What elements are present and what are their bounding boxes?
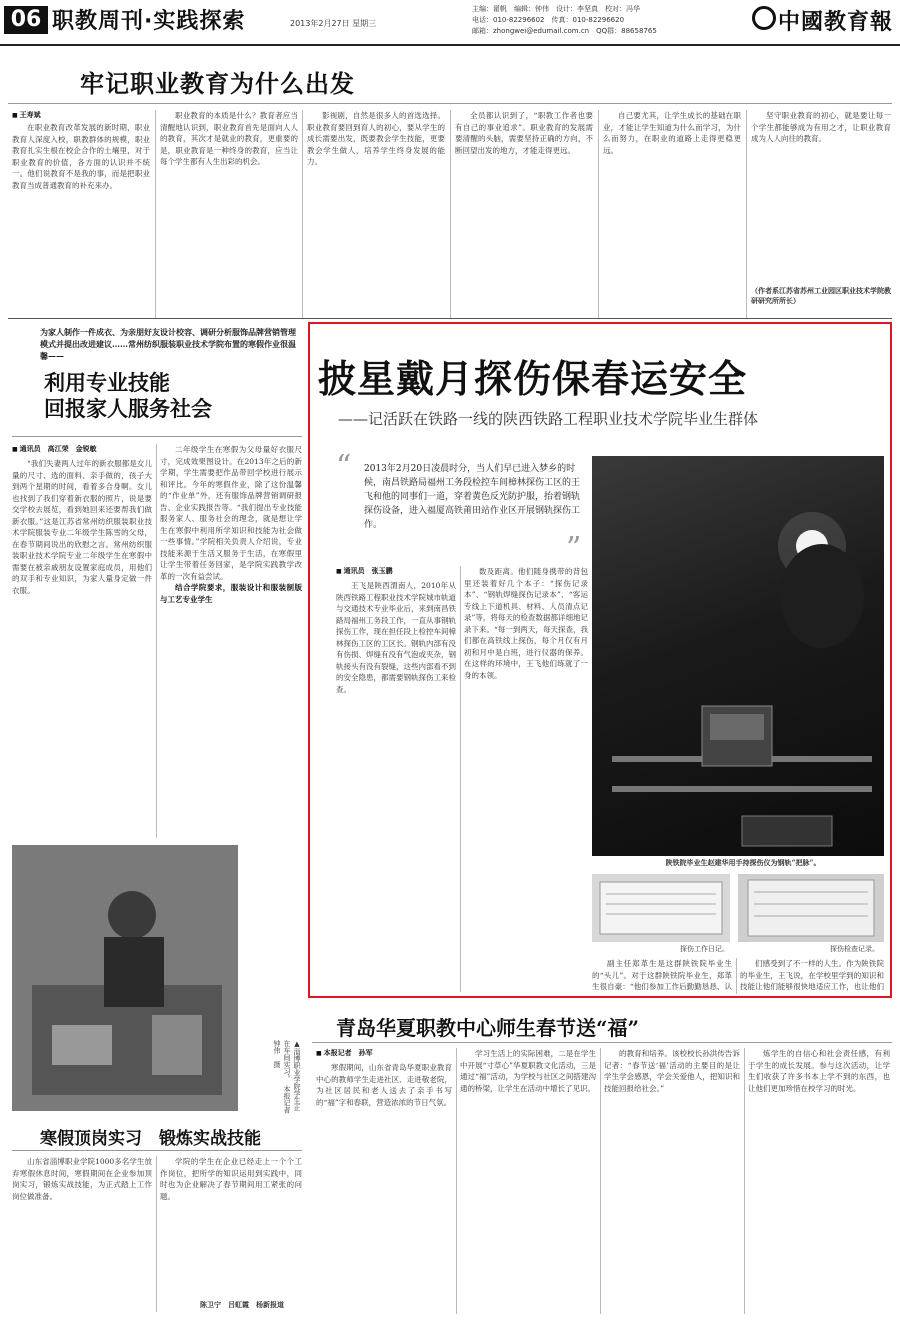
bottom-article-column: 的教育和培养。该校校长孙洪传告诉记者：“春节送‘福’活动的主要目的是让学生学会感恩，学会关爱他人，把知识和技能回报给社会。” — [604, 1049, 740, 1093]
column-rule — [302, 110, 303, 318]
top-article-title: 牢记职业教育为什么出发 — [80, 69, 355, 98]
top-article-column: 在职业教育改革发展的新时期，职业教育人深度入校，职教群体的规模，职业教育扎实生根在校企合作的土壤里，对于职业教育的价值，各方面的认识并不统一。他们说教育不是我的事，而是把职业教育当成普通教育的补充来办。 — [12, 123, 150, 190]
log-caption-2: 探伤检查记录。 — [830, 945, 879, 953]
feature-column: 们感受到了不一样的人生。作为陕铁院的毕业生，王飞说，在学校里学到的知识和技能让他们能够很快地适应工作，也让他们 — [740, 959, 884, 991]
left-article-byline: ■ 通讯员 高江荣 金锐敏 — [12, 444, 97, 454]
bottom-left-credit: 陈卫宁 吕虹霞 杨新报道 — [200, 1300, 284, 1309]
photo-caption: ▲淄博职业学院学生正在车间实习。 本报记者 钟伟 摄 — [273, 1040, 301, 1121]
column-rule — [598, 110, 599, 318]
bottom-article-title: 青岛华夏职教中心师生春节送“福” — [336, 1016, 640, 1040]
left-article-column: 二年级学生在寒假为父母量好衣服尺寸，完成效果图设计。在2013年之后的新学期，学生需要把作品带回学校进行展示和评比。今年的寒假作业，除了这份温馨的“作业单”外，还有服饰品牌营销调研报告、企业实践报告等。“我们提出专业技能服务家人、服务社会的理念，就是想让学生在寒假中利用所学知识和技能为社会做一些事情。”学院相关负责人介绍说，专业技能来源于生活又服务于生活，在寒假里让学生带着任务回家，是学院实践教学改革的一次有益尝试。 结合学院要求，服装设计和服装制版与工艺专业学生 — [160, 445, 302, 604]
left-article-column: “我们失妻两人过年的新衣服都是女儿量的尺寸、选的面料、亲手做的，孩子大到两个星期的时间，看着多合身啊。女儿也找到了我们穿着新衣服的照片，说是要交学校去展览，看到她回来还要帮我们做新衣服。”这是江苏省常州纺织服装职业技术学院服装专业二年级学生陈雪的父母，在春节期间说出的欣慰之言。常州纺织服装职业技术学院专业二年级学生在寒假中需要在被亲戚朋友设置家庭成员，用他们的双手和专业知识，为家人量身定做一件衣服。 — [12, 459, 152, 595]
quote-close-icon: ” — [566, 531, 582, 566]
page-number: 06 — [4, 6, 48, 34]
top-article-column: 自己要尤其，让学生成长的基础在职业，才能让学生知道为什么而学习，为什么而努力，在职业的道路上走得更稳更远。 — [603, 111, 741, 155]
bottom-article-byline: ■ 本报记者 孙军 — [316, 1048, 373, 1058]
top-article-column: 影视剧，自然是很多人的首选选择。职业教育要回到育人的初心，要从学生的成长需要出发，既要教会学生技能，更要教会学生做人，培养学生终身发展的能力。 — [307, 111, 445, 166]
left-article-title-line1: 利用专业技能 — [44, 370, 170, 395]
log-caption-1: 探伤工作日记。 — [680, 945, 729, 953]
bottom-article-column: 寒假期间，山东省青岛华夏职业教育中心的教师学生走进社区、走进敬老院，为社区居民和老人送去了亲手书写的“福”字和春联，营造浓浓的节日气氛。 — [316, 1063, 452, 1107]
top-article-byline: ■ 王寿斌 — [12, 110, 41, 120]
column-rule — [744, 1048, 745, 1314]
feature-column: 王飞是陕西渭南人，2010年从陕西铁路工程职业技术学院城市轨道与交通技术专业毕业后，来到南昌铁路局福州工务段工作，一直从事钢轨探伤工作，现在担任段上检控车间樟林探伤工区的工区长。钢轨内部有没有伤损、焊缝有没有气泡或夹杂，钢轨接头有没有裂缝，这些内部看不到的安全隐患，都需要钢轨探伤工来检查。 — [336, 581, 456, 694]
bottom-left-column: 山东省淄博职业学院1000多名学生放弃寒假休息时间，寒假期间在企业参加顶岗实习，锻炼实战技能，为正式踏上工作岗位做准备。 — [12, 1157, 152, 1201]
feature-subtitle: ——记活跃在铁路一线的陕西铁路工程职业技术学院毕业生群体 — [338, 410, 759, 428]
column-rule — [156, 1156, 157, 1312]
newspaper-logo: 中國教育報 — [778, 9, 894, 35]
track-inspection-image-icon — [592, 456, 884, 856]
divider — [8, 103, 892, 104]
contact-line: 电话：010-82296602 传真：010-82296620 — [472, 16, 625, 24]
newspaper-logo-icon — [752, 6, 776, 30]
feature-photo-caption: 陕铁院毕业生赵建华用手持探伤仪为钢轨“把脉”。 — [665, 858, 821, 867]
column-title: 职教周刊·实践探索 — [52, 9, 246, 34]
top-article-column: 全员都认识到了，“职教工作者也要有自己的事业追求”。职业教育的发展需要清醒的头脑，需要坚持正确的方向，不断回望出发的地方，才能走得更远。 — [455, 111, 593, 155]
left-article-kicker: 为家人制作一件成衣、为亲朋好友设计校容、调研分析服饰品牌营销管理模式并提出改进建议……常州纺织服装职业技术学院布置的寒假作业很温馨—— — [40, 327, 296, 361]
bottom-article-column: 炼学生的自信心和社会责任感，有利于学生的成长发展。参与这次活动，让学生们收获了许多书本上学不到的东西，也让他们更加珍惜在校学习的时光。 — [748, 1049, 890, 1093]
column-rule — [746, 110, 747, 318]
internship-photo — [12, 845, 238, 1111]
bottom-left-title: 寒假顶岗实习 锻炼实战技能 — [40, 1129, 261, 1149]
feature-intro: 2013年2月20日凌晨时分，当人们早已进入梦乡的时候，南昌铁路局福州工务段检控车间樟林探伤工区的王飞和他的同事们一道，穿着黄色反光防护服，抬着钢轨探伤设备，进入福厦高铁莆田站作业区开展钢轨探伤工作。 — [364, 464, 581, 530]
top-article-column: 坚守职业教育的初心，就是要让每一个学生都能够成为有用之才，让职业教育成为人人向往的教育。 — [751, 111, 891, 143]
top-article-column: 职业教育的本质是什么？教育者应当清醒地认识到，职业教育首先是面向人人的教育，其次才是就业的教育，更重要的是，职业教育是一种终身的教育，应当让每个学生都有人生出彩的机会。 — [160, 111, 298, 166]
divider — [12, 1150, 302, 1151]
feature-photo — [592, 456, 884, 856]
editors-line: 主编：翟帆 编辑：钟伟 设计：李坚真 校对：冯华 — [472, 5, 640, 13]
feature-column: 数及距离。他们随身携带的背包里还装着好几个本子：“探伤记录本”、“钢轨焊缝探伤记录本”、“客运专线上下道机具、材料、人员清点记录”等，将每天的检查数据都详细地记录下来。“每一到两天，每天探查，我们都在高铁线上探伤，每个月仅有月初和月中是白班，进行仪器的保养。在这样的环境中，王飞他们练就了一身的本领。 — [464, 567, 588, 680]
top-article-credit: （作者系江苏省苏州工业园区职业技术学院教研研究所所长） — [751, 286, 891, 305]
column-rule — [460, 566, 461, 992]
feature-title: 披星戴月探伤保春运安全 — [318, 357, 748, 401]
bottom-article-column: 学习生活上的实际困难，二是在学生中开展“寸草心”华夏职教文化活动，三是通过“福”活动，为学校与社区之间搭建沟通的桥梁，让学生在活动中增长了见识。 — [460, 1049, 596, 1093]
feature-column: 副主任郑革生是这群陕铁院毕业生的“头儿”。对于这群陕铁院毕业生，郑革生很自豪：“他们参加工作后勤勤恳恳、认 — [592, 959, 732, 991]
column-rule — [156, 444, 157, 838]
column-rule — [155, 110, 156, 318]
divider — [312, 1042, 892, 1043]
quote-icon: “ — [336, 449, 352, 484]
email-line: 邮箱：zhongwei@edumail.com.cn QQ群：88658765 — [472, 27, 657, 35]
editors-info — [472, 4, 657, 37]
column-rule — [450, 110, 451, 318]
notebook-image-icon — [738, 874, 884, 942]
dateline: 2013年2月27日 星期三 — [290, 19, 377, 28]
workshop-image-icon — [12, 845, 238, 1111]
left-article-title-line2: 回报家人服务社会 — [44, 396, 212, 421]
divider — [8, 318, 892, 319]
feature-byline: ■ 通讯员 张玉鹏 — [336, 566, 393, 576]
column-rule — [736, 958, 737, 994]
notebook-image-icon — [592, 874, 730, 942]
log-photo-2 — [738, 874, 884, 942]
divider — [12, 436, 302, 437]
log-photo-1 — [592, 874, 730, 942]
bottom-left-column: 学院的学生在企业已经走上一个个工作岗位，把所学的知识运用到实践中，同时也为企业解决了春节期间用工紧张的问题。 — [160, 1157, 302, 1201]
column-rule — [456, 1048, 457, 1314]
column-rule — [600, 1048, 601, 1314]
